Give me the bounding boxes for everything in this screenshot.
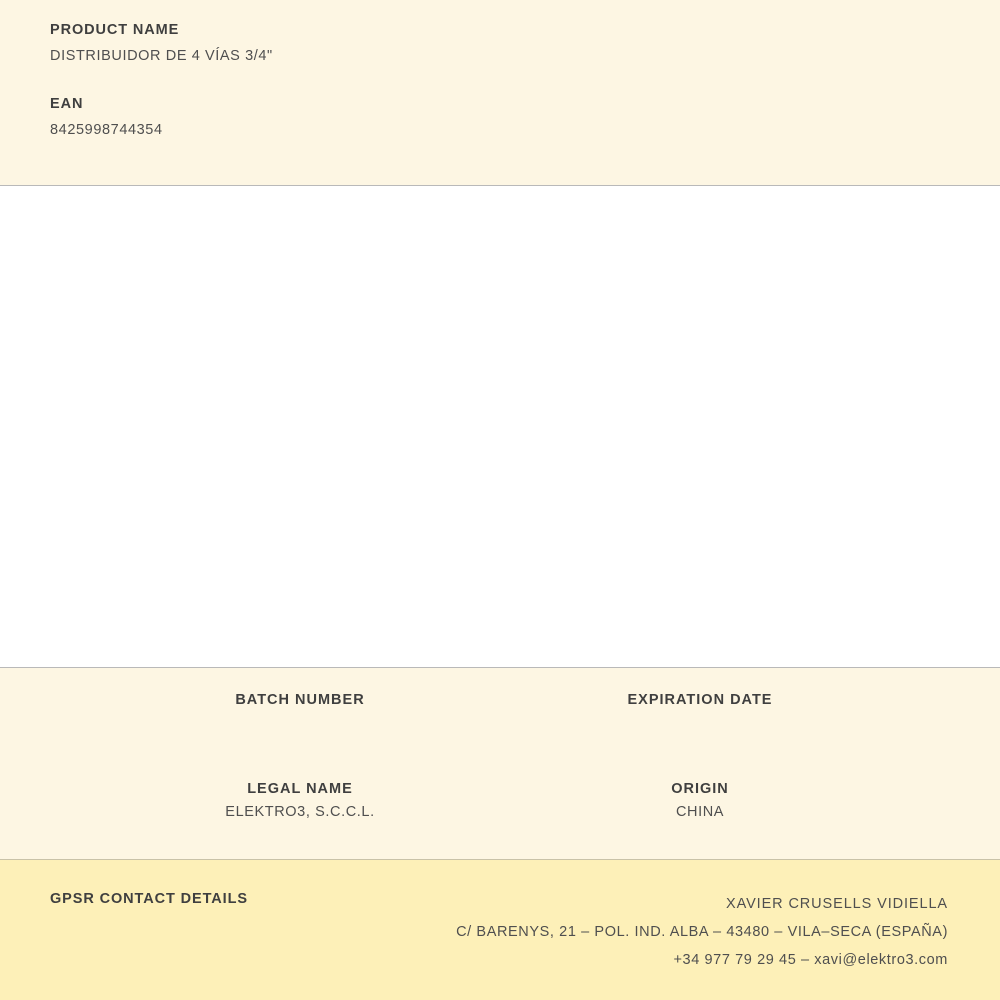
product-name-label: PRODUCT NAME [50, 22, 180, 38]
expiration-date-label: EXPIRATION DATE [627, 692, 773, 708]
product-name-field [50, 22, 950, 64]
expiration-date-cell [500, 692, 900, 715]
row2-spacer-right [900, 781, 1000, 820]
row-spacer-right [900, 692, 1000, 715]
product-image-area [0, 186, 1000, 668]
ean-value: 8425998744354 [50, 122, 163, 138]
gpsr-contact-address: C/ BARENYS, 21 – POL. IND. ALBA – 43480 – VILA–SECA (ESPAÑA) [456, 924, 948, 940]
batch-number-cell [100, 692, 500, 715]
gpsr-contact-name: XAVIER CRUSELLS VIDIELLA [726, 896, 948, 912]
ean-field [50, 96, 950, 138]
gpsr-footer [0, 860, 1000, 1000]
legal-name-value: ELEKTRO3, S.C.C.L. [225, 804, 375, 820]
details-row-legal [0, 781, 1000, 820]
product-name-value: DISTRIBUIDOR DE 4 VÍAS 3/4" [50, 48, 273, 64]
origin-cell [500, 781, 900, 820]
legal-name-cell [100, 781, 500, 820]
ean-label: EAN [50, 96, 84, 112]
gpsr-contact-label: GPSR CONTACT DETAILS [50, 891, 248, 907]
details-row-batch [0, 692, 1000, 715]
product-details-section [0, 668, 1000, 860]
origin-value: CHINA [675, 804, 725, 820]
gpsr-contact-phone-email: +34 977 79 29 45 – xavi@elektro3.com [673, 952, 948, 968]
legal-name-label: LEGAL NAME [247, 781, 353, 797]
product-header-section [0, 0, 1000, 186]
gpsr-contact-block [456, 890, 948, 974]
row-spacer-left [0, 692, 100, 715]
batch-number-label: BATCH NUMBER [235, 692, 365, 708]
row2-spacer-left [0, 781, 100, 820]
origin-label: ORIGIN [671, 781, 729, 797]
